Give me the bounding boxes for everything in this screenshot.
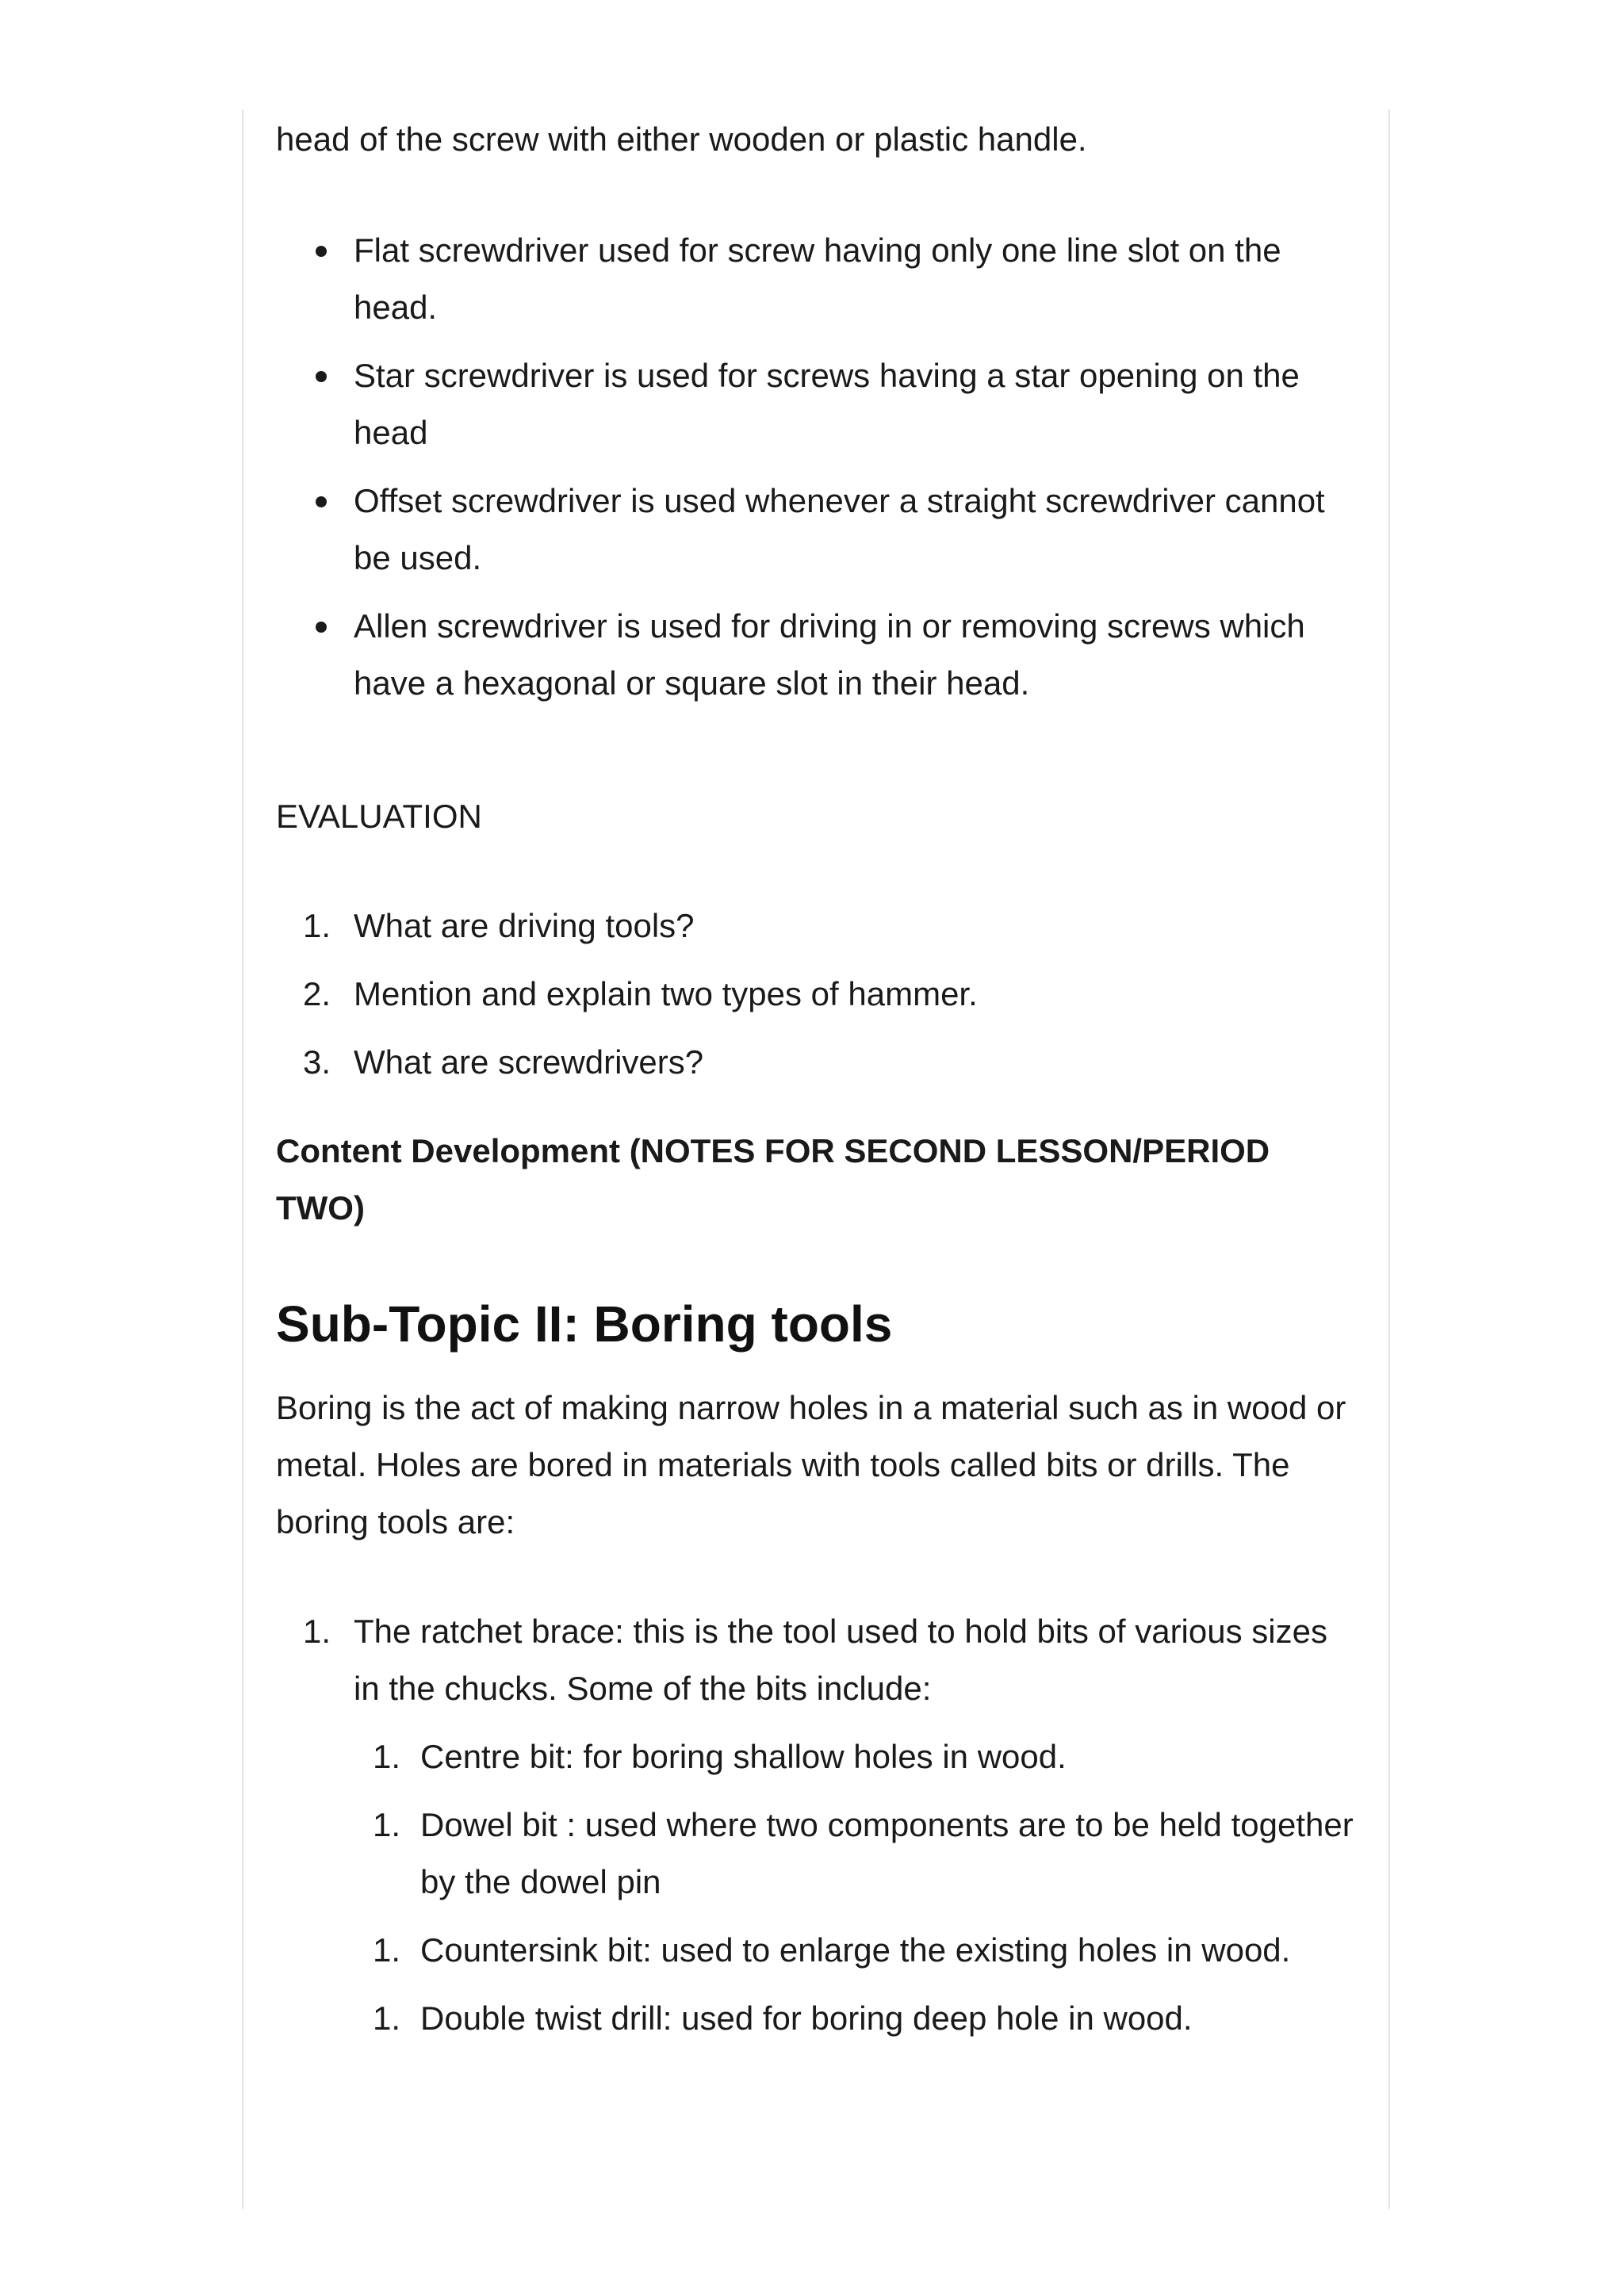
list-item bbox=[276, 473, 1362, 587]
list-item bbox=[354, 1728, 1362, 1785]
bullet-icon bbox=[316, 622, 327, 633]
subtopic-title: Sub-Topic II: Boring tools bbox=[276, 1295, 893, 1353]
list-item bbox=[354, 1922, 1362, 1979]
list-item-text: Star screwdriver is used for screws having a star opening on the head bbox=[354, 357, 1300, 451]
subtopic-paragraph: Boring is the act of making narrow holes in a material such as in wood or metal. Holes are bored in materials with tools called bits or drills. The boring tools are: bbox=[276, 1389, 1346, 1540]
list-item-text: Allen screwdriver is used for driving in or removing screws which have a hexagonal or square slot in their head. bbox=[354, 607, 1305, 702]
bullet-icon bbox=[316, 496, 327, 507]
list-number: 1. bbox=[303, 1613, 331, 1650]
list-item-text: Centre bit: for boring shallow holes in wood. bbox=[420, 1738, 1067, 1775]
list-item-text: Countersink bit: used to enlarge the existing holes in wood. bbox=[420, 1931, 1291, 1969]
bits-list bbox=[354, 1728, 1362, 2047]
list-item-text: Double twist drill: used for boring deep hole in wood. bbox=[420, 1999, 1193, 2037]
list-item bbox=[276, 598, 1362, 712]
list-item bbox=[354, 1797, 1362, 1911]
list-number: 1. bbox=[373, 1806, 401, 1843]
evaluation-questions-list bbox=[276, 897, 1362, 1091]
bullet-icon bbox=[316, 371, 327, 382]
list-item-text: The ratchet brace: this is the tool used to hold bits of various sizes in the chucks. Some of the bits include: bbox=[354, 1613, 1327, 1707]
list-item bbox=[276, 222, 1362, 336]
list-item-text: Dowel bit : used where two components are to be held together by the dowel pin bbox=[420, 1806, 1354, 1900]
list-item bbox=[354, 1990, 1362, 2047]
list-item bbox=[276, 966, 1362, 1023]
screwdriver-types-list bbox=[276, 222, 1362, 712]
list-item-text: What are driving tools? bbox=[354, 907, 695, 944]
list-item-text: Flat screwdriver used for screw having only one line slot on the head. bbox=[354, 232, 1281, 326]
list-number: 3. bbox=[303, 1043, 331, 1081]
list-item-text: Offset screwdriver is used whenever a straight screwdriver cannot be used. bbox=[354, 482, 1325, 576]
list-number: 1. bbox=[373, 1738, 401, 1775]
list-item bbox=[276, 1034, 1362, 1091]
list-number: 1. bbox=[373, 1931, 401, 1969]
list-item bbox=[276, 347, 1362, 461]
intro-text: head of the screw with either wooden or plastic handle. bbox=[276, 121, 1087, 158]
boring-tools-list bbox=[276, 1603, 1362, 2047]
list-item-text: What are screwdrivers? bbox=[354, 1043, 704, 1081]
list-number: 1. bbox=[303, 907, 331, 944]
document-content bbox=[276, 111, 1362, 2058]
list-number: 2. bbox=[303, 975, 331, 1012]
list-item bbox=[276, 1603, 1362, 2047]
list-item bbox=[276, 897, 1362, 955]
evaluation-heading: EVALUATION bbox=[276, 798, 482, 835]
list-number: 1. bbox=[373, 1999, 401, 2037]
bullet-icon bbox=[316, 246, 327, 257]
content-development-heading: Content Development (NOTES FOR SECOND LESSON/PERIOD TWO) bbox=[276, 1132, 1270, 1226]
list-item-text: Mention and explain two types of hammer. bbox=[354, 975, 978, 1012]
